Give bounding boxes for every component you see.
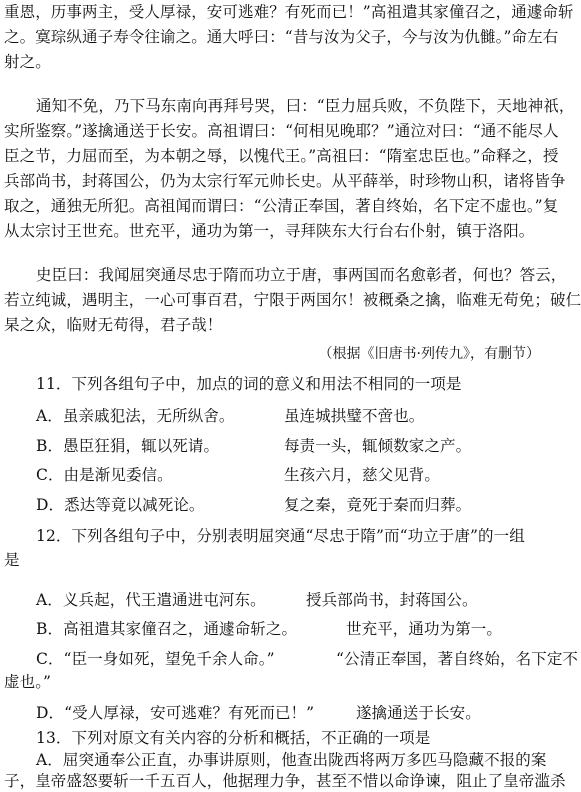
q13-option-a-cont: 子，皇帝盛怒要斩一千五百人，他据理力争，甚至不惜以命诤谏，阻止了皇帝滥杀 bbox=[4, 772, 566, 790]
option-text: D．“受人厚禄，安可逃难？有死而已！” bbox=[36, 704, 315, 722]
option-pair-text: 复之秦，竟死于秦而归葬。 bbox=[284, 496, 472, 514]
passage-line: 从太宗讨王世充。世充平，通功为第一，寻拜陕东大行台右仆射，镇于洛阳。 bbox=[4, 222, 535, 240]
option-text: A．虽亲戚犯法，无所纵舍。 bbox=[36, 407, 235, 425]
option-pair-text: 每责一头，辄倾数家之产。 bbox=[284, 437, 472, 455]
q11-option-a bbox=[36, 406, 550, 426]
option-pair-text: 虽连城拱璧不啻也。 bbox=[284, 407, 425, 425]
option-text: A．义兵起，代王遣通进屯河东。 bbox=[36, 591, 266, 609]
option-pair-text: “公清正奉国，著自终始，名下定不 bbox=[336, 650, 579, 668]
passage-line: 取之，通独无所犯。高祖闻而谓曰：“公清正奉国，著自终始，名下定不虚也。”复 bbox=[4, 197, 559, 215]
q12-option-c-cont: 虚也。” bbox=[4, 673, 52, 691]
q12-option-b bbox=[36, 619, 550, 639]
option-pair-text: 遂擒通送于长安。 bbox=[356, 704, 481, 722]
q13-option-a: A．屈突通奉公正直，办事讲原则，他查出陇西将两万多匹马隐藏不报的案 bbox=[36, 751, 547, 769]
q11-option-c bbox=[36, 465, 550, 485]
passage-line: 实所鉴察。”遂擒通送于长安。高祖谓曰：“何相见晚耶？”通泣对曰：“通不能尽人 bbox=[4, 122, 559, 140]
option-pair-text: 世充平，通功为第一。 bbox=[346, 620, 503, 638]
source-citation: （根据《旧唐书·列传九》，有删节） bbox=[318, 346, 540, 362]
option-pair-text: 授兵部尚书，封蒋国公。 bbox=[306, 591, 478, 609]
q11-option-d bbox=[36, 495, 550, 515]
passage-line: 通知不免，乃下马东南向再拜号哭，曰：“臣力屈兵败，不负陛下，天地神祇， bbox=[36, 97, 575, 115]
option-text: B．愚臣狂狷，辄以死请。 bbox=[36, 437, 220, 455]
q12-option-c bbox=[36, 649, 579, 669]
question-11-stem: 11．下列各组句子中，加点的词的意义和用法不相同的一项是 bbox=[36, 375, 462, 393]
passage-line: 杲之众，临财无苟得，君子哉！ bbox=[4, 316, 223, 334]
passage-line: 史臣曰：我闻屈突通尽忠于隋而功立于唐，事两国而名愈彰者，何也？答云， bbox=[36, 266, 567, 284]
option-text: C．由是渐见委信。 bbox=[36, 466, 173, 484]
option-text: B．高祖遣其家僮召之，通遽命斩之。 bbox=[36, 620, 298, 638]
q12-option-a bbox=[36, 590, 550, 610]
passage-line: 之。寞琮纵通子寿令往谕之。通大呼曰：“昔与汝为父子，今与汝为仇雠。”命左右 bbox=[4, 28, 559, 46]
passage-line: 臣之节，力屈而至，为本朝之辱，以愧代王。”高祖曰：“隋室忠臣也。”命释之，授 bbox=[4, 147, 559, 165]
option-text: D．悉达等竟以减死论。 bbox=[36, 496, 205, 514]
option-pair-text: 生孩六月，慈父见背。 bbox=[284, 466, 441, 484]
option-text: C．“臣一身如死，望免千余人命。” bbox=[36, 650, 275, 668]
question-13-stem: 13．下列对原文有关内容的分析和概括，不正确的一项是 bbox=[36, 729, 431, 747]
passage-line: 射之。 bbox=[4, 53, 51, 71]
passage-line: 重恩，历事两主，受人厚禄，安可逃难？有死而已！”高祖遣其家僮召之，通遽命斩 bbox=[4, 3, 574, 21]
passage-line: 兵部尚书，封蒋国公，仍为太宗行军元帅长史。从平薛举，时珍物山积，诸将皆争 bbox=[4, 172, 566, 190]
q12-option-d bbox=[36, 703, 550, 723]
question-12-stem: 12．下列各组句子中，分别表明屈突通“尽忠于隋”而“功立于唐”的一组 bbox=[36, 527, 525, 545]
passage-line: 若立纯诚，遇明主，一心可事百君，宁限于两国尔！被穊桑之擒，临难无苟免；破仁 bbox=[4, 291, 581, 309]
q11-option-b bbox=[36, 436, 550, 456]
question-12-stem-cont: 是 bbox=[4, 551, 20, 569]
